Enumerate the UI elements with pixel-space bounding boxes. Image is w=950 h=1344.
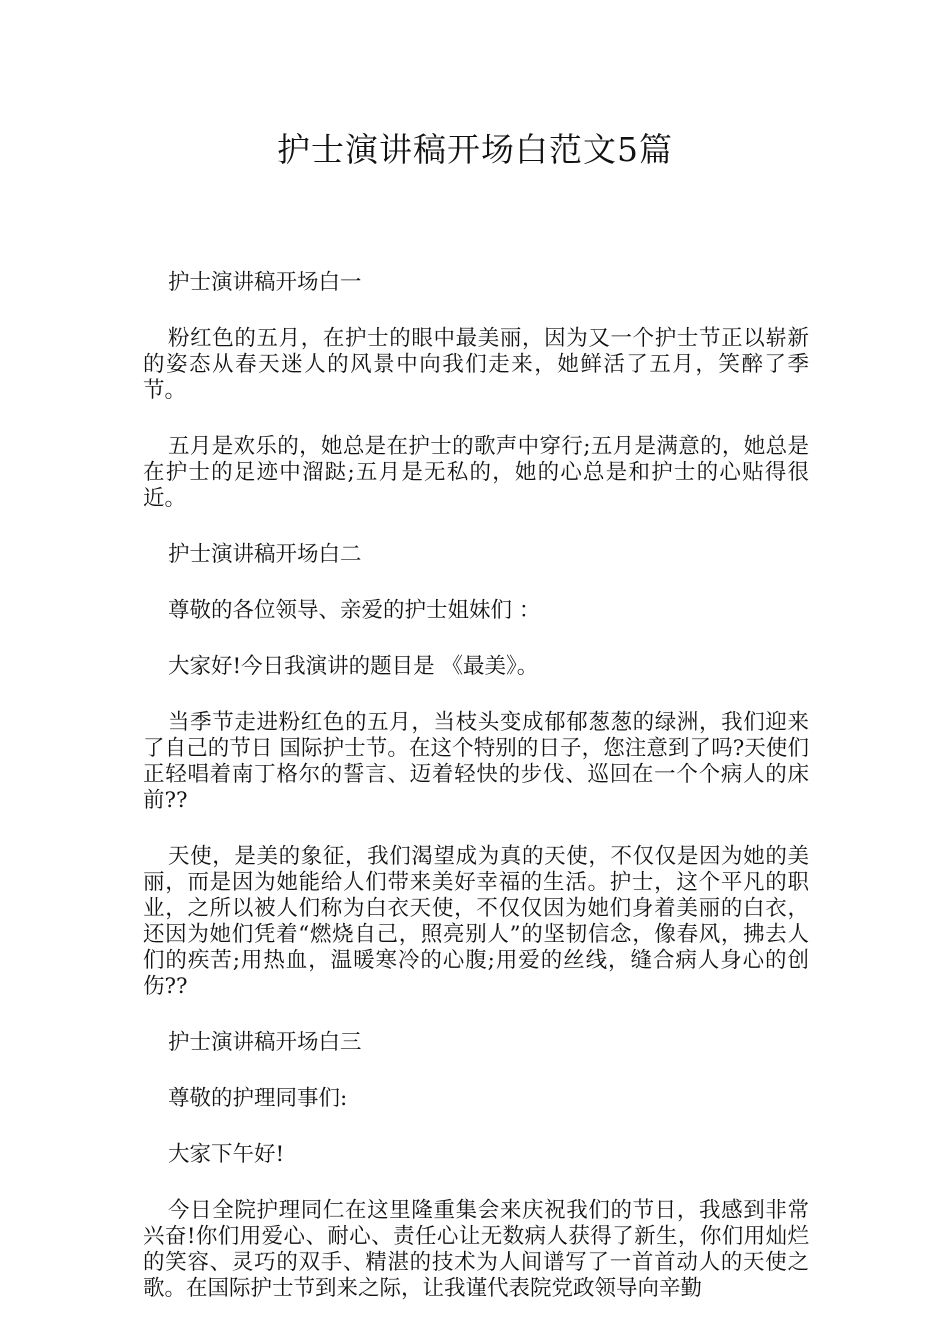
section-heading-3: 护士演讲稿开场白三 [168, 1030, 362, 1055]
document-body [143, 270, 809, 1332]
paragraph: 粉红色的五月，在护士的眼中最美丽，因为又一个护士节正以崭新的姿态从春天迷人的风景中向我们走来，她鲜活了五月，笑醉了季节。 [143, 326, 809, 403]
paragraph: 尊敬的护理同事们: [168, 1086, 348, 1111]
section-heading-1: 护士演讲稿开场白一 [168, 270, 362, 295]
paragraph: 大家好!今日我演讲的题目是 《最美》。 [168, 654, 539, 679]
paragraph: 大家下午好! [168, 1142, 285, 1167]
paragraph: 当季节走进粉红色的五月，当枝头变成郁郁葱葱的绿洲，我们迎来了自己的节日 国际护士节。在这个特别的日子，您注意到了吗?天使们正轻唱着南丁格尔的誓言、迈着轻快的步伐、巡回在一个个病人的床前?? [143, 710, 809, 813]
section-heading-2: 护士演讲稿开场白二 [168, 542, 362, 567]
paragraph: 五月是欢乐的，她总是在护士的歌声中穿行;五月是满意的，她总是在护士的足迹中溜跶;五月是无私的，她的心总是和护士的心贴得很近。 [143, 434, 809, 511]
document-title: 护士演讲稿开场白范文5篇 [277, 130, 673, 169]
paragraph: 今日全院护理同仁在这里隆重集会来庆祝我们的节日，我感到非常兴奋!你们用爱心、耐心、责任心让无数病人获得了新生，你们用灿烂的笑容、灵巧的双手、精湛的技术为人间谱写了一首首动人的天使之歌。在国际护士节到来之际，让我谨代表院党政领导向辛勤 [143, 1198, 809, 1301]
paragraph: 天使，是美的象征，我们渴望成为真的天使，不仅仅是因为她的美丽，而是因为她能给人们带来美好幸福的生活。护士，这个平凡的职业，之所以被人们称为白衣天使，不仅仅因为她们身着美丽的白衣，还因为她们凭着“燃烧自己，照亮别人”的坚韧信念，像春风，拂去人们的疾苦;用热血，温暖寒冷的心腹;用爱的丝线，缝合病人身心的创伤?? [143, 844, 809, 999]
paragraph: 尊敬的各位领导、亲爱的护士姐妹们 ： [168, 598, 541, 623]
